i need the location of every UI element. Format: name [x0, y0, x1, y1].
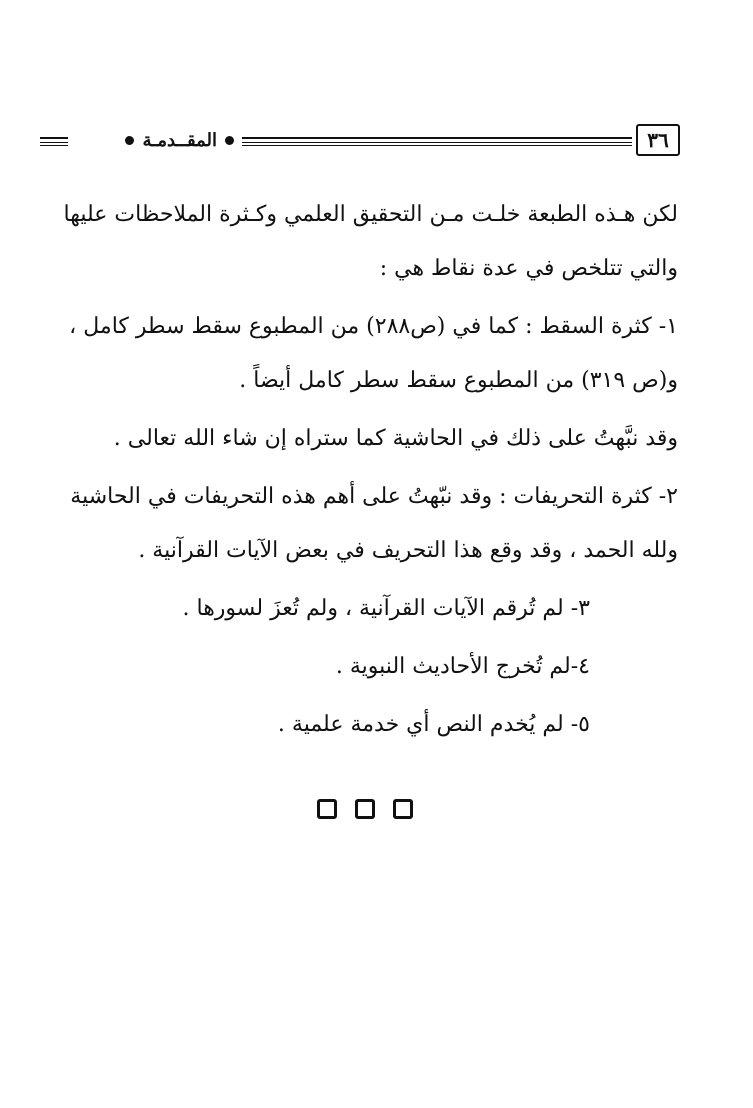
page-header: [40, 124, 680, 164]
section-title: المقــدمـة: [142, 129, 217, 151]
bullet-dot-icon: [125, 136, 134, 145]
header-rule: [242, 137, 632, 143]
list-item-3: ٣- لم تُرقم الآيات القرآنية ، ولم تُعزَ لسورها .: [182, 596, 590, 621]
list-item-5: ٥- لم يُخدم النص أي خدمة علمية .: [277, 712, 590, 737]
square-icon: [393, 799, 413, 819]
list-item-2: ٢- كثرة التحريفات : وقد نبّهتُ على أهم هذه التحريفات في الحاشية ولله الحمد ، وقد وقع هذا التحريف في بعض الآيات القرآنية .: [70, 484, 678, 563]
page-number: ٣٦: [636, 124, 680, 156]
section-end-mark: [317, 796, 413, 822]
intro-paragraph: لكن هـذه الطبعة خلـت مـن التحقيق العلمي وكـثرة الملاحظات عليها والتي تتلخص في عدة نقاط هي :: [63, 202, 678, 281]
list-item-1: ١- كثرة السقط : كما في (ص٢٨٨) من المطبوع سقط سطر كامل ، و(ص ٣١٩) من المطبوع سقط سطر كامل أيضاً .: [69, 314, 678, 393]
bullet-dot-icon: [225, 136, 234, 145]
note-paragraph: وقد نبَّهتُ على ذلك في الحاشية كما ستراه إن شاء الله تعالى .: [113, 426, 678, 451]
page-body: [40, 188, 678, 756]
list-item-4: ٤-لم تُخرج الأحاديث النبوية .: [335, 654, 590, 679]
section-title-group: [125, 124, 234, 156]
square-icon: [355, 799, 375, 819]
square-icon: [317, 799, 337, 819]
header-rule-short: [40, 137, 68, 143]
